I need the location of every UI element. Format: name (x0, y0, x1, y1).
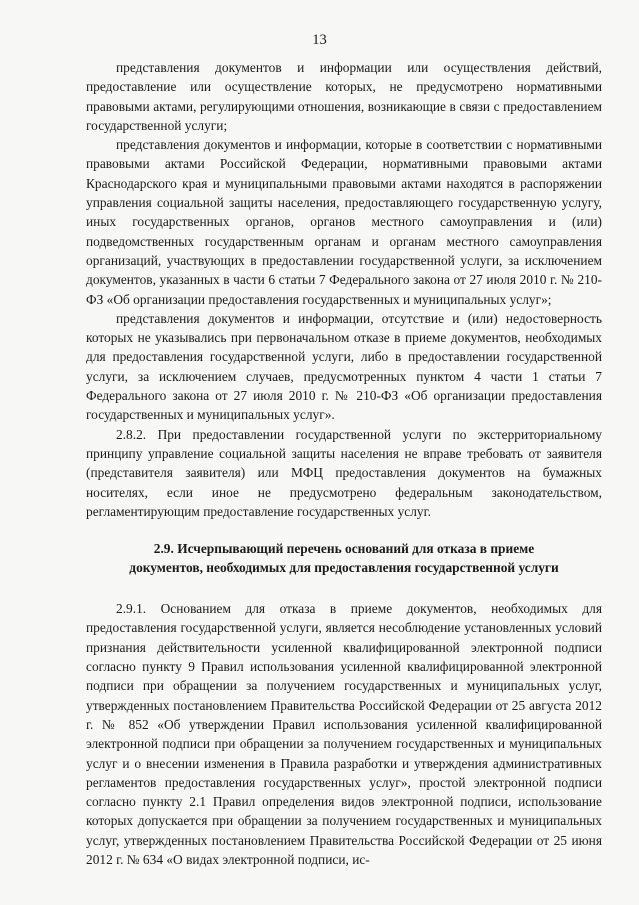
page-number: 13 (312, 32, 327, 48)
paragraph-2-9-1: 2.9.1. Основанием для отказа в приеме документов, необходимых для предоставления государственной услуги, является несоблюдение установленных условий признания действительности усиленной квалифицированной электронной подписи согласно пункту 9 Правил использования усиленной квалифицированной электронной подписи при обращении за получением государственных и муниципальных услуг, утвержденных постановлением Правительства Российской Федерации от 25 августа 2012 г. № 852 «Об утверждении Правил использования усиленной квалифицированной электронной подписи при обращении за получением государственных и муниципальных услуг и о внесении изменения в Правила разработки и утверждения административных регламентов предоставления государственных услуг», простой электронной подписи согласно пункту 2.1 Правил определения видов электронной подписи, использование которых допускается при обращении за получением государственных и муниципальных услуг, утвержденных постановлением Правительства Российской Федерации от 25 июня 2012 г. № 634 «О видах электронной подписи, ис- (86, 601, 602, 867)
paragraph-documents-in-possession: представления документов и информации, которые в соответствии с нормативными правовыми актами Российской Федерации, нормативными правовыми актами Краснодарского края и муниципальными правовыми актами находятся в распоряжении управления социальной защиты населения, предоставляющего государственную услугу, иных государственных органов, органов местного самоуправления и (или) подведомственных государственным органам и органам местного самоуправления организаций, участвующих в предоставлении государственной услуги, за исключением документов, указанных в части 6 статьи 7 Федерального закона от 27 июля 2010 г. № 210-ФЗ «Об организации предоставления государственных и муниципальных услуг»; (86, 137, 602, 307)
paragraph-unstated-deficiencies: представления документов и информации, отсутствие и (или) недостоверность которых не указывались при первоначальном отказе в приеме документов, необходимых для предоставления государственной услуги, либо в предоставлении государственной услуги, за исключением случаев, предусмотренных пунктом 4 части 1 статьи 7 Федерального закона от 27 июля 2010 г. № 210-ФЗ «Об организации предоставления государственных и муниципальных услуг». (86, 310, 602, 423)
document-body (86, 58, 602, 869)
section-heading-2-9: 2.9. Исчерпывающий перечень оснований для отказа в приеме документов, необходимых для предоставления государственной услуги (129, 541, 559, 575)
paragraph-undocumented-requirements: представления документов и информации или осуществления действий, предоставление или осуществление которых, не предусмотрено нормативными правовыми актами, регулирующими отношения, возникающие в связи с предоставлением государственной услуги; (86, 60, 602, 133)
paragraph-2-8-2: 2.8.2. При предоставлении государственной услуги по экстерриториальному принципу управление социальной защиты населения не вправе требовать от заявителя (представителя заявителя) или МФЦ предоставления документов на бумажных носителях, если иное не предусмотрено федеральным законодательством, регламентирующим предоставление государственных услуг. (86, 426, 602, 519)
